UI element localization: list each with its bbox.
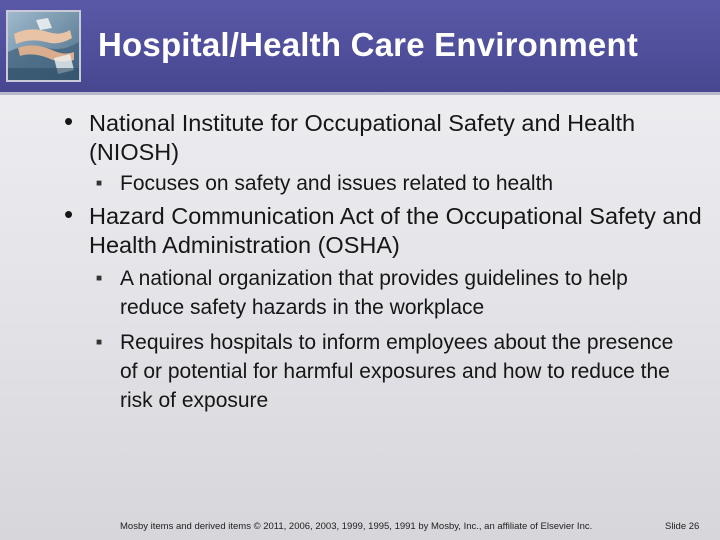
slide-title: Hospital/Health Care Environment [98, 26, 639, 63]
subbullet-niosh-focus [96, 169, 696, 198]
subbullet-osha-inform [96, 328, 696, 415]
square-bullet-icon: ■ [96, 178, 103, 189]
subbullet-text: Requires hospitals to inform employees about the presence of or potential for harmful exposures and how to reduce the risk of exposure [120, 331, 674, 412]
square-bullet-icon: ■ [96, 337, 103, 348]
bullet-dot-icon: • [64, 199, 74, 229]
title-photo [6, 10, 81, 82]
square-bullet-icon: ■ [96, 273, 103, 284]
title-bar [0, 0, 720, 92]
footer-slide-number: Slide 26 [665, 521, 700, 532]
bullet-osha [64, 199, 704, 260]
bullet-dot-icon: • [64, 106, 74, 136]
subbullet-osha-guidelines [96, 264, 696, 322]
hands-photo-icon [8, 12, 79, 80]
footer-copyright: Mosby items and derived items © 2011, 2006, 2003, 1999, 1995, 1991 by Mosby, Inc., an affiliate of Elsevier Inc. [120, 521, 593, 532]
subbullet-text: Focuses on safety and issues related to health [120, 172, 554, 195]
bullet-text: Hazard Communication Act of the Occupational Safety and Health Administration (OSHA) [89, 203, 702, 258]
bullet-niosh [64, 106, 704, 167]
bullet-text: National Institute for Occupational Safety and Health (NIOSH) [89, 110, 636, 165]
subbullet-text: A national organization that provides guidelines to help reduce safety hazards in the workplace [120, 267, 628, 319]
